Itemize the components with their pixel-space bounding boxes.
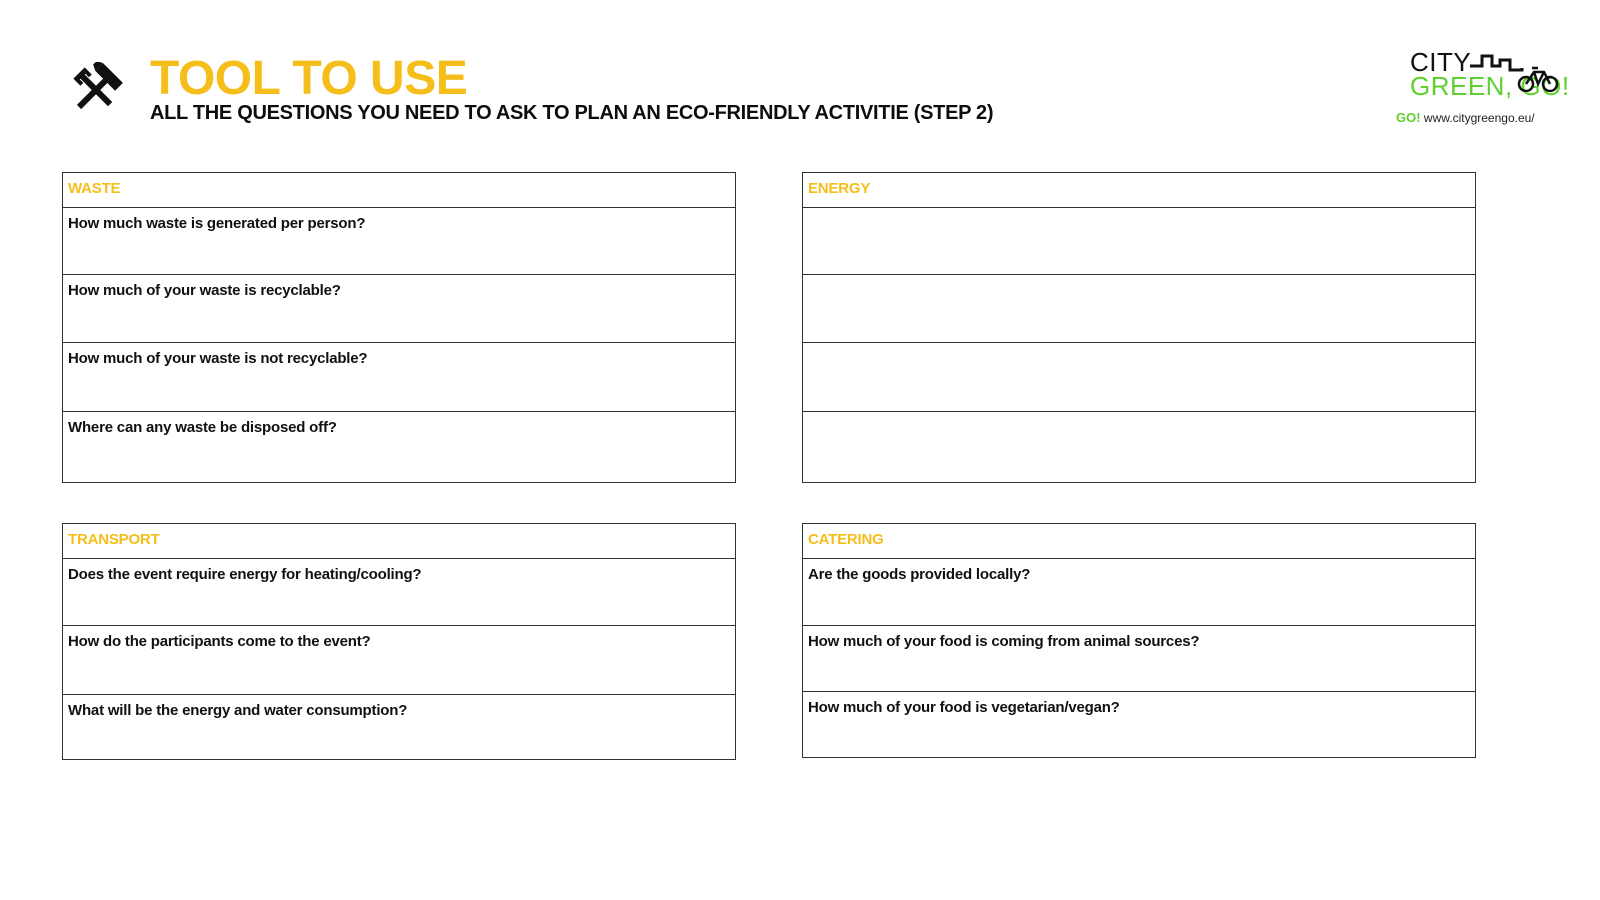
- energy-answer-row[interactable]: [803, 412, 1475, 481]
- logo-go-label: GO!: [1396, 110, 1421, 125]
- skyline-bicycle-icon: [1470, 52, 1568, 92]
- waste-question-row[interactable]: Where can any waste be disposed off?: [68, 419, 337, 436]
- logo-url: [1396, 110, 1535, 126]
- energy-answer-row[interactable]: [803, 208, 1475, 275]
- energy-answer-row[interactable]: [803, 343, 1475, 412]
- catering-panel: [802, 523, 1476, 758]
- transport-heading: TRANSPORT: [63, 524, 735, 559]
- transport-question-row[interactable]: Does the event require energy for heating/cooling?: [63, 559, 735, 626]
- logo-text-green-go: GREEN, GO!: [1410, 71, 1570, 101]
- waste-question-row[interactable]: How much waste is generated per person?: [63, 208, 735, 275]
- logo-text-city: CITY: [1410, 47, 1472, 77]
- waste-heading: WASTE: [63, 173, 735, 208]
- website-link[interactable]: www.citygreengo.eu/: [1423, 111, 1535, 125]
- catering-heading: CATERING: [803, 524, 1475, 559]
- catering-question-row[interactable]: Are the goods provided locally?: [803, 559, 1475, 626]
- waste-question-row[interactable]: How much of your waste is not recyclable?: [63, 343, 735, 412]
- energy-panel: [802, 172, 1476, 483]
- transport-question-row[interactable]: What will be the energy and water consumption?: [68, 702, 408, 719]
- transport-panel: [62, 523, 736, 760]
- page-title: TOOL TO USE: [150, 52, 468, 105]
- catering-question-row[interactable]: How much of your food is coming from animal sources?: [803, 626, 1475, 692]
- catering-question-row[interactable]: How much of your food is vegetarian/vegan?: [808, 699, 1120, 716]
- city-green-go-logo: [1396, 48, 1582, 132]
- hammer-wrench-icon: [68, 62, 124, 118]
- page-subtitle: ALL THE QUESTIONS YOU NEED TO ASK TO PLAN AN ECO-FRIENDLY ACTIVITIE (STEP 2): [150, 102, 994, 124]
- energy-heading: ENERGY: [803, 173, 1475, 208]
- energy-answer-row[interactable]: [803, 275, 1475, 343]
- waste-panel: [62, 172, 736, 483]
- waste-question-row[interactable]: How much of your waste is recyclable?: [63, 275, 735, 343]
- transport-question-row[interactable]: How do the participants come to the event?: [63, 626, 735, 695]
